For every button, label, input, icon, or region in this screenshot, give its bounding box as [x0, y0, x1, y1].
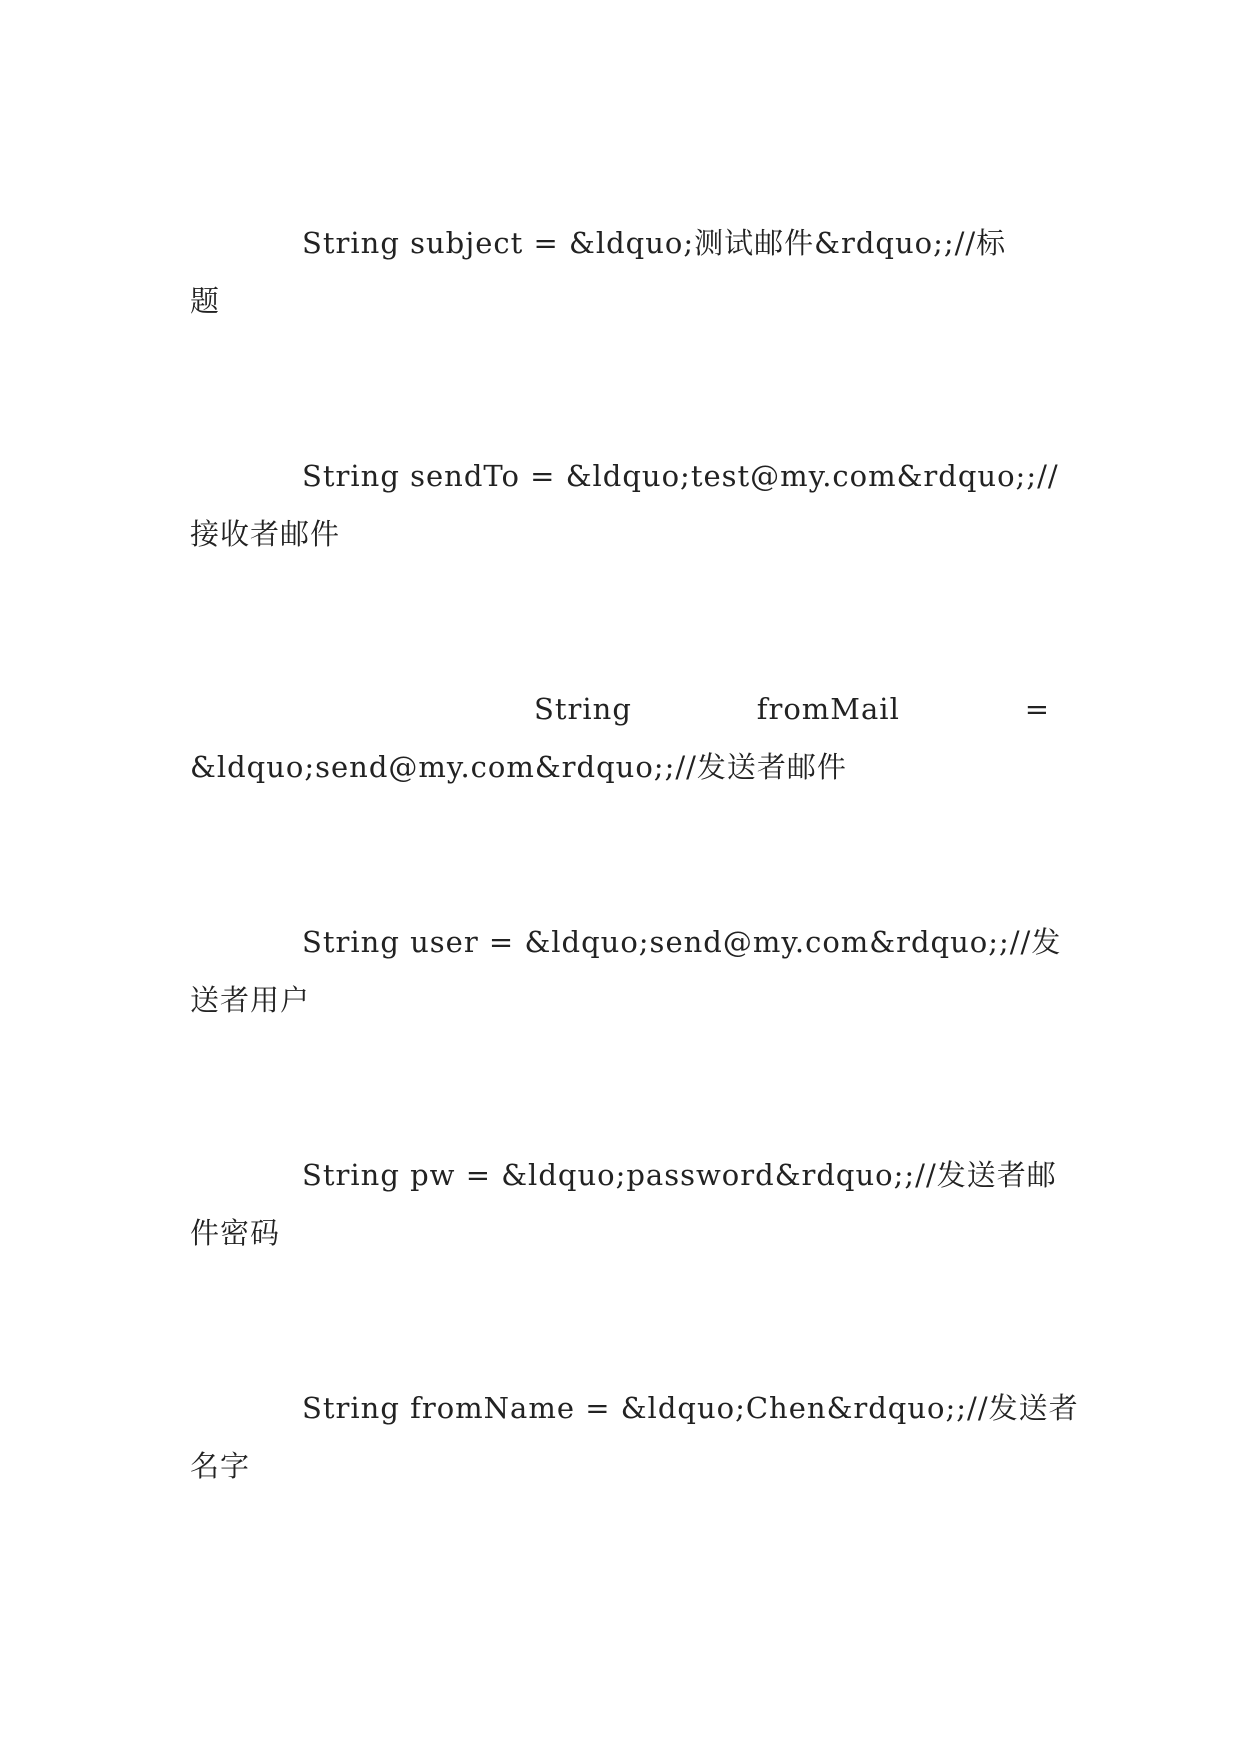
paragraph-from-name [190, 1379, 1079, 1495]
code-line: String pw = &ldquo;password&rdquo;;//发送者邮 [302, 1158, 1057, 1192]
code-line-continuation: &ldquo;send@my.com&rdquo;;//发送者邮件 [190, 750, 847, 784]
code-line: String sendTo = &ldquo;test@my.com&rdquo;;// [302, 459, 1059, 493]
code-word: String [534, 692, 632, 726]
code-line: String fromName = &ldquo;Chen&rdquo;;//发送者 [302, 1391, 1079, 1425]
paragraph-from-mail [190, 680, 1050, 796]
code-line-continuation: 件密码 [190, 1216, 281, 1250]
code-line-justified [190, 680, 1050, 738]
paragraph-user [190, 913, 1062, 1029]
code-line-continuation: 接收者邮件 [190, 517, 341, 551]
paragraph-subject [190, 214, 1050, 330]
code-line: String user = &ldquo;send@my.com&rdquo;;//发 [302, 925, 1062, 959]
code-line-continuation: 题 [190, 284, 221, 318]
code-word: fromMail [756, 692, 900, 726]
code-word: = [1024, 692, 1050, 726]
code-line-continuation: 名字 [190, 1449, 251, 1483]
code-line: String subject = &ldquo;测试邮件&rdquo;;//标 [302, 226, 1007, 260]
paragraph-password [190, 1146, 1057, 1262]
paragraph-send-to [190, 447, 1059, 563]
code-line-continuation: 送者用户 [190, 983, 311, 1017]
